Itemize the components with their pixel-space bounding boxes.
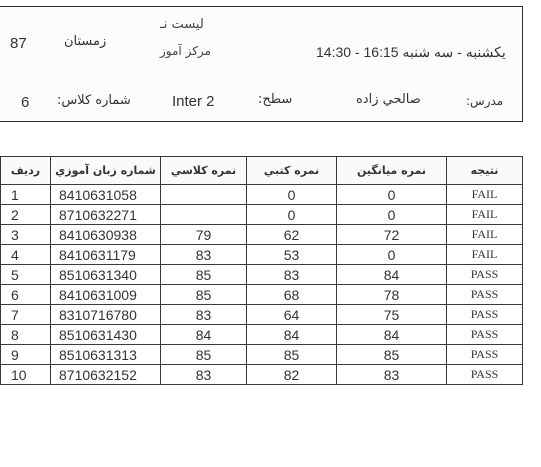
student-id: 8410631009 — [51, 285, 161, 305]
row-number: 7 — [1, 305, 51, 325]
row-number: 1 — [1, 185, 51, 205]
center-name: مركز آموز — [160, 44, 211, 58]
result: PASS — [447, 345, 523, 365]
row-number: 4 — [1, 245, 51, 265]
student-id: 8410630938 — [51, 225, 161, 245]
row-number: 10 — [1, 365, 51, 385]
class-number-label: شماره كلاس: — [57, 93, 131, 108]
written-grade: 0 — [247, 185, 337, 205]
written-grade: 62 — [247, 225, 337, 245]
class-grade — [161, 185, 247, 205]
average-grade: 0 — [337, 185, 447, 205]
result: FAIL — [447, 185, 523, 205]
class-grade: 84 — [161, 325, 247, 345]
average-grade: 72 — [337, 225, 447, 245]
class-grade: 85 — [161, 265, 247, 285]
header-result: نتيجه — [447, 157, 523, 185]
table-header-row — [1, 157, 523, 185]
result: FAIL — [447, 225, 523, 245]
term-number: 87 — [10, 35, 27, 52]
row-number: 6 — [1, 285, 51, 305]
class-grade: 83 — [161, 365, 247, 385]
written-grade: 64 — [247, 305, 337, 325]
grades-table — [0, 156, 523, 385]
header-written-grade: نمره كتبي — [247, 157, 337, 185]
average-grade: 83 — [337, 365, 447, 385]
teacher-label: مدرس: — [466, 94, 504, 108]
student-id: 8510631313 — [51, 345, 161, 365]
level-value: Inter 2 — [172, 93, 215, 110]
result: PASS — [447, 325, 523, 345]
table-row — [1, 305, 523, 325]
written-grade: 53 — [247, 245, 337, 265]
student-id: 8410631058 — [51, 185, 161, 205]
class-grade: 83 — [161, 305, 247, 325]
table-row — [1, 285, 523, 305]
header-average-grade: نمره ميانگين — [337, 157, 447, 185]
written-grade: 0 — [247, 205, 337, 225]
average-grade: 84 — [337, 265, 447, 285]
term-season: زمستان — [64, 34, 107, 49]
header-student-id: شماره زبان آموزي — [51, 157, 161, 185]
written-grade: 82 — [247, 365, 337, 385]
result: PASS — [447, 285, 523, 305]
document-title: ليست نـ — [160, 17, 204, 32]
average-grade: 78 — [337, 285, 447, 305]
table-row — [1, 325, 523, 345]
average-grade: 85 — [337, 345, 447, 365]
student-id: 8710632271 — [51, 205, 161, 225]
student-id: 8310716780 — [51, 305, 161, 325]
class-number: 6 — [21, 94, 30, 111]
student-id: 8710632152 — [51, 365, 161, 385]
class-grade: 79 — [161, 225, 247, 245]
student-id: 8510631430 — [51, 325, 161, 345]
table-row — [1, 265, 523, 285]
student-id: 8510631340 — [51, 265, 161, 285]
row-number: 3 — [1, 225, 51, 245]
class-schedule: يكشنبه - سه شنبه 16:15 - 14:30 — [316, 44, 506, 60]
written-grade: 84 — [247, 325, 337, 345]
written-grade: 85 — [247, 345, 337, 365]
average-grade: 0 — [337, 245, 447, 265]
teacher-name: صالحي زاده — [356, 92, 421, 107]
written-grade: 83 — [247, 265, 337, 285]
result: PASS — [447, 305, 523, 325]
header-class-grade: نمره كلاسي — [161, 157, 247, 185]
class-grade — [161, 205, 247, 225]
average-grade: 84 — [337, 325, 447, 345]
class-grade: 83 — [161, 245, 247, 265]
class-grade: 85 — [161, 345, 247, 365]
average-grade: 75 — [337, 305, 447, 325]
table-row — [1, 225, 523, 245]
average-grade: 0 — [337, 205, 447, 225]
table-row — [1, 365, 523, 385]
row-number: 8 — [1, 325, 51, 345]
row-number: 2 — [1, 205, 51, 225]
row-number: 5 — [1, 265, 51, 285]
table-row — [1, 185, 523, 205]
result: PASS — [447, 365, 523, 385]
row-number: 9 — [1, 345, 51, 365]
level-label: سطح: — [258, 92, 293, 107]
table-row — [1, 345, 523, 365]
student-id: 8410631179 — [51, 245, 161, 265]
header-row-number: رديف — [1, 157, 51, 185]
result: PASS — [447, 265, 523, 285]
result: FAIL — [447, 205, 523, 225]
table-row — [1, 205, 523, 225]
result: FAIL — [447, 245, 523, 265]
table-row — [1, 245, 523, 265]
written-grade: 68 — [247, 285, 337, 305]
class-grade: 85 — [161, 285, 247, 305]
